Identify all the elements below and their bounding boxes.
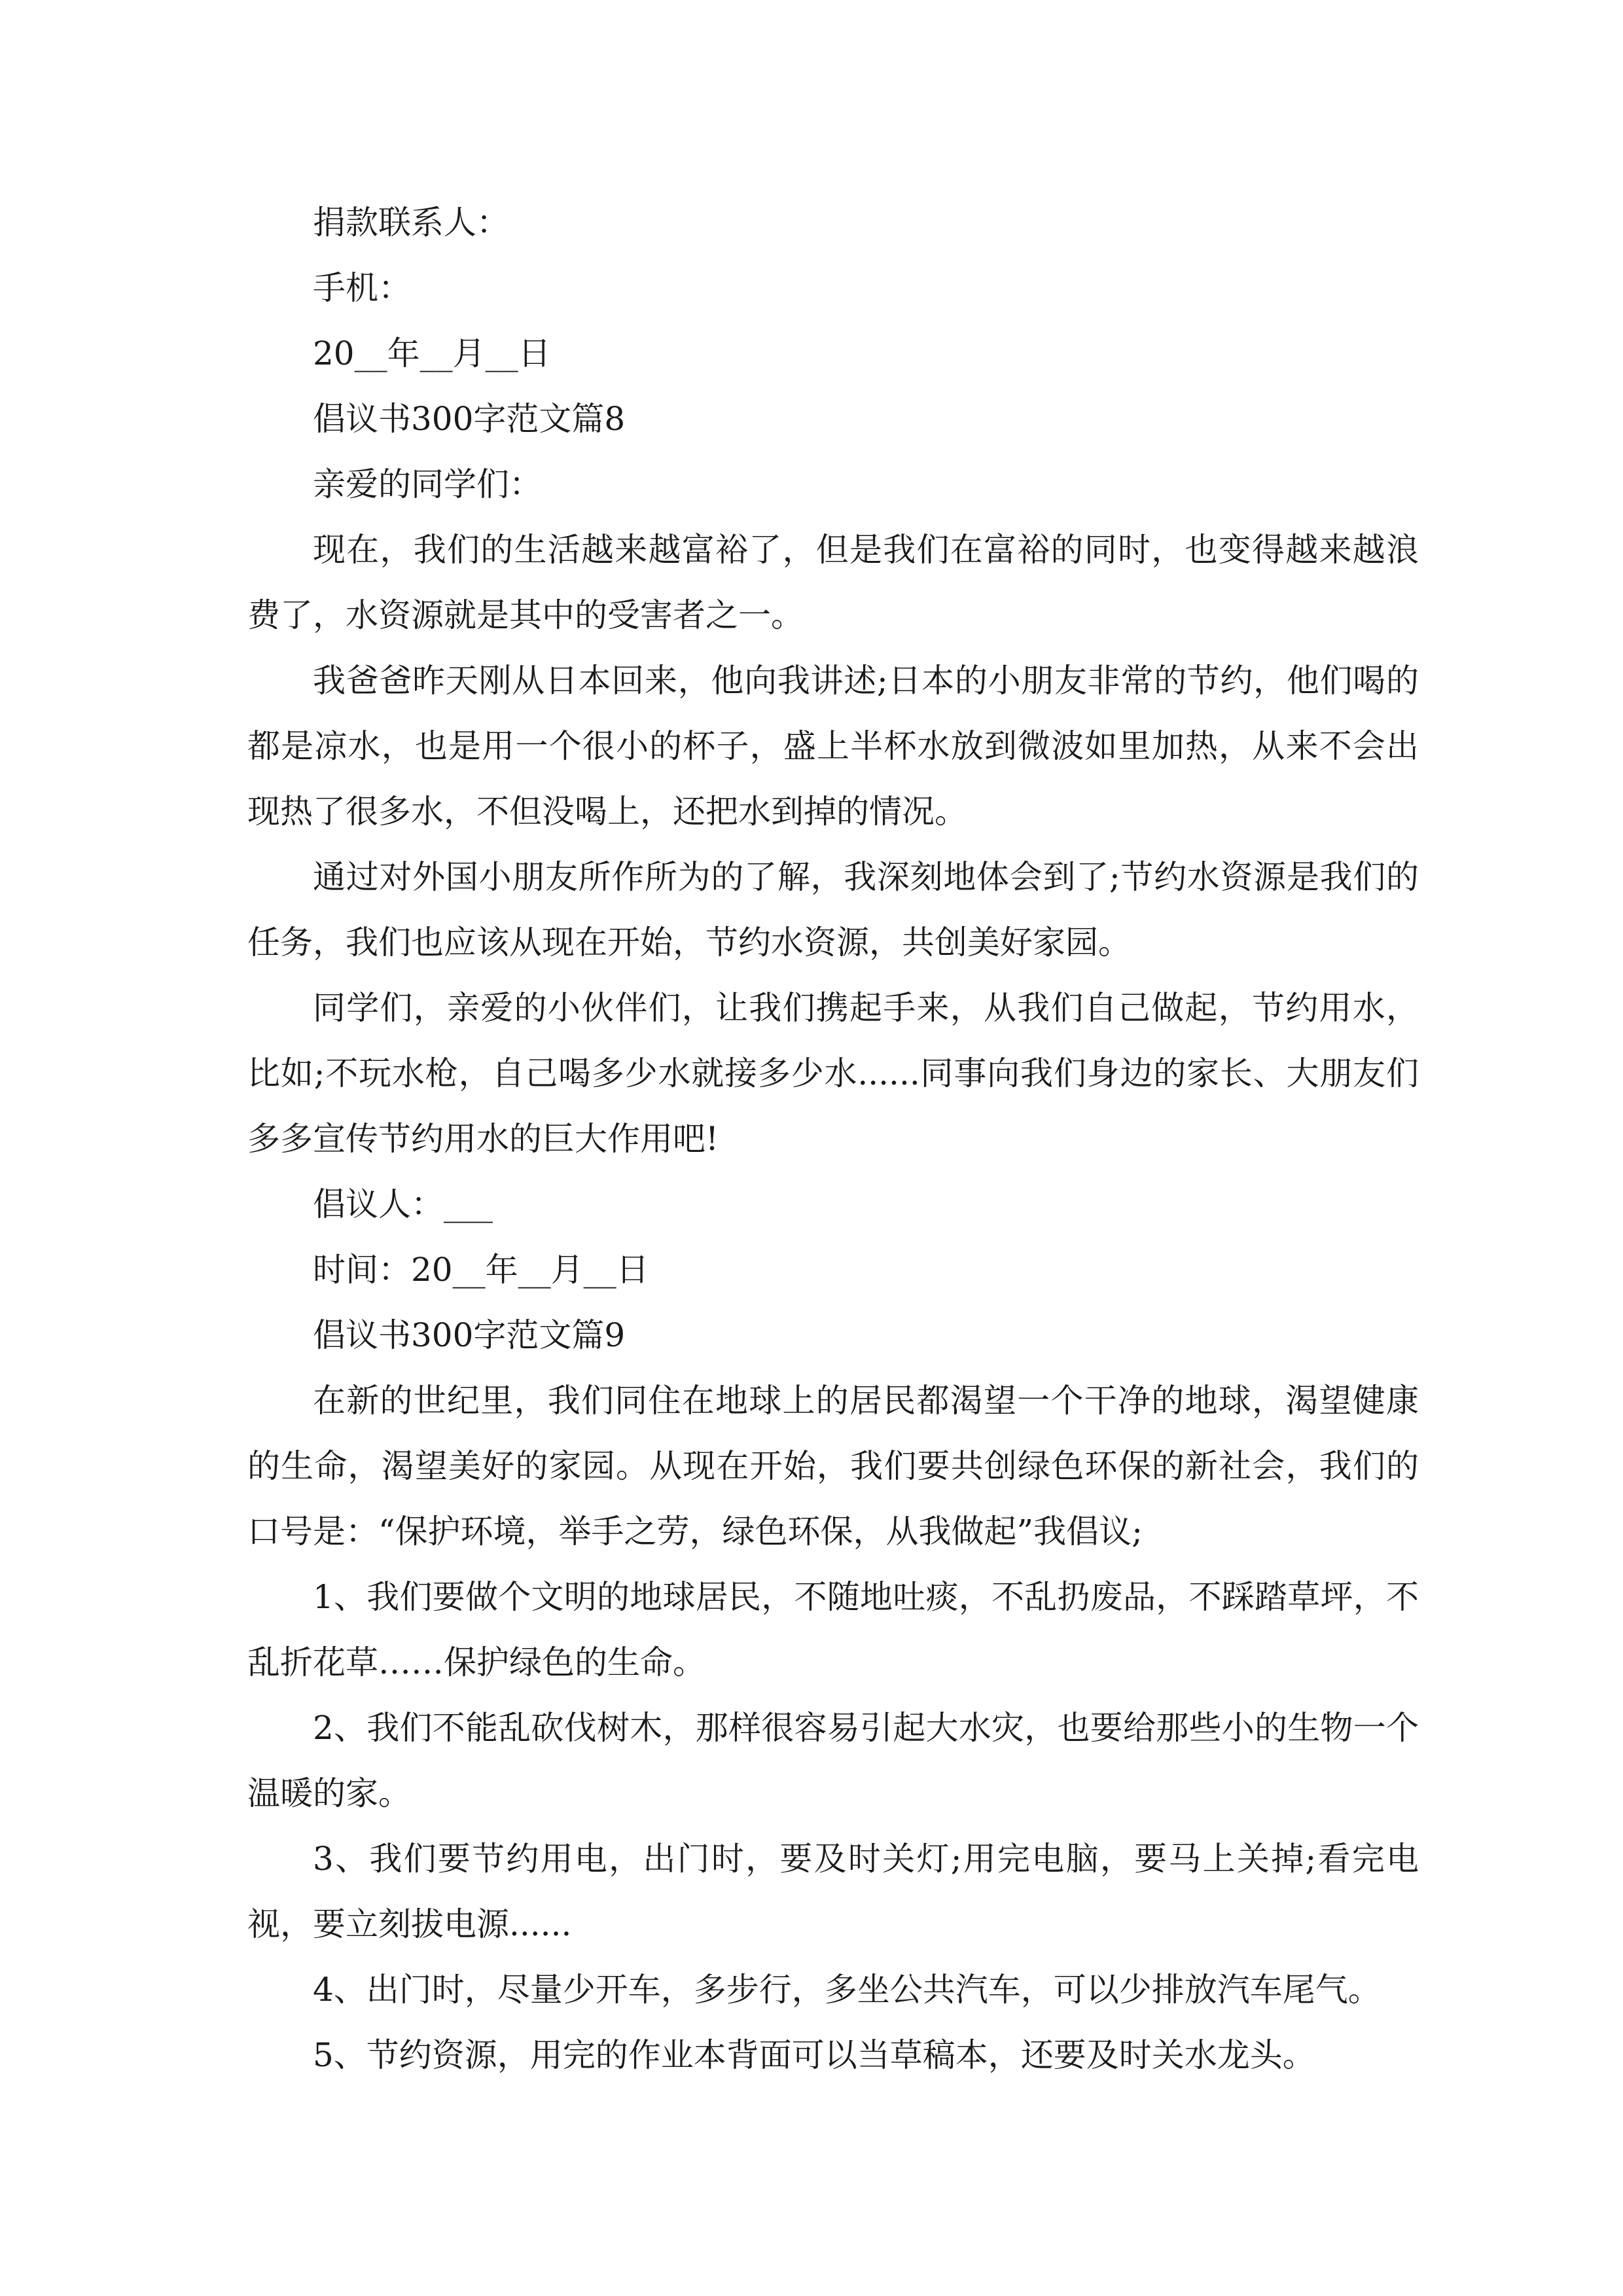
contact-person-line: 捐款联系人： [313,204,509,242]
salutation: 亲爱的同学们： [313,465,542,503]
list-item: 5、节约资源，用完的作业本背面可以当草稿本，还要及时关水龙头。 [313,2036,1315,2074]
phone-line: 手机： [313,269,411,307]
list-item: 3、我们要节约用电，出门时，要及时关灯;用完电脑，要马上关掉;看完电视，要立刻拔电源...... [247,1840,1419,1943]
paragraph: 现在，我们的生活越来越富裕了，但是我们在富裕的同时，也变得越来越浪费了，水资源就是其中的受害者之一。 [247,531,1419,634]
section-title-8: 倡议书300字范文篇8 [313,400,626,438]
paragraph: 我爸爸昨天刚从日本回来，他向我讲述;日本的小朋友非常的节约，他们喝的都是凉水，也是用一个很小的杯子，盛上半杯水放到微波如里加热，从来不会出现热了很多水，不但没喝上，还把水到掉的情况。 [247,662,1419,831]
paragraph: 在新的世纪里，我们同住在地球上的居民都渴望一个干净的地球，渴望健康的生命，渴望美好的家园。从现在开始，我们要共创绿色环保的新社会，我们的口号是：“保护环境，举手之劳，绿色环保，从我做起”我倡议; [247,1382,1419,1551]
list-item: 1、我们要做个文明的地球居民，不随地吐痰，不乱扔废品，不踩踏草坪，不乱折花草……保护绿色的生命。 [247,1578,1419,1681]
date-line: 20__年__月__日 [313,334,551,372]
list-item: 4、出门时，尽量少开车，多步行，多坐公共汽车，可以少排放汽车尾气。 [313,1971,1381,2009]
section-title-9: 倡议书300字范文篇9 [313,1316,626,1354]
time-line: 时间：20__年__月__日 [313,1251,649,1289]
document-body [247,190,1419,2088]
proposer-line: 倡议人：___ [313,1185,493,1223]
paragraph: 通过对外国小朋友所作所为的了解，我深刻地体会到了;节约水资源是我们的任务，我们也应该从现在开始，节约水资源，共创美好家园。 [247,858,1419,961]
list-item: 2、我们不能乱砍伐树木，那样很容易引起大水灾，也要给那些小的生物一个温暖的家。 [247,1709,1419,1812]
paragraph: 同学们，亲爱的小伙伴们，让我们携起手来，从我们自己做起，节约用水，比如;不玩水枪，自己喝多少水就接多少水......同事向我们身边的家长、大朋友们多多宣传节约用水的巨大作用吧! [247,989,1419,1158]
